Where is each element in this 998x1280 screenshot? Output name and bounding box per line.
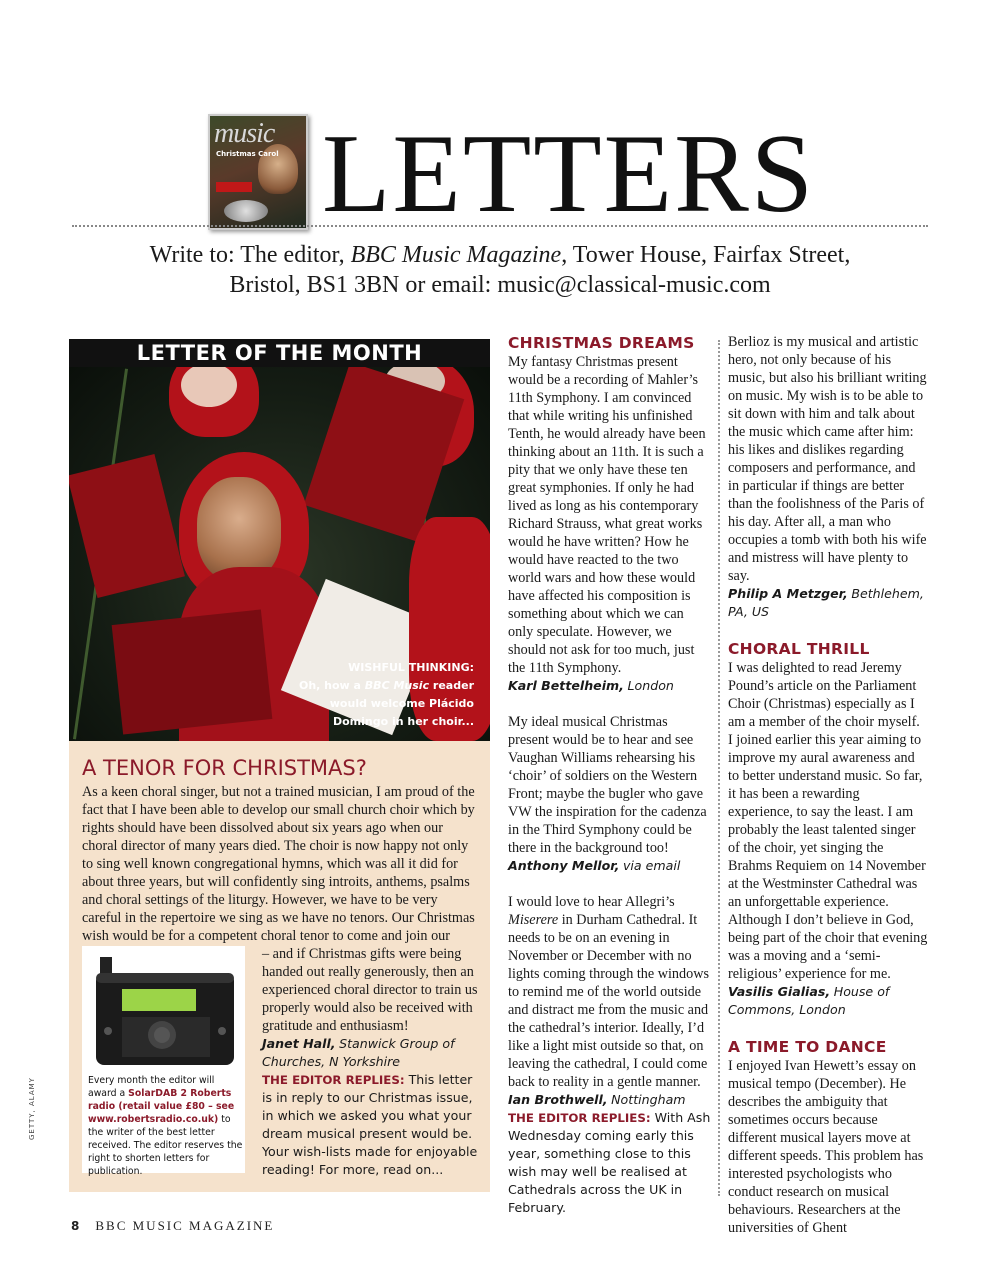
column-divider bbox=[718, 340, 720, 1196]
photo-caption bbox=[294, 659, 474, 731]
center-singer-face bbox=[197, 477, 281, 581]
editor-reply: With Ash Wednesday coming early this year, something close to this wish may well be realised at Cathedrals across the UK in February. bbox=[508, 1110, 711, 1215]
author-name: Ian Brothwell, bbox=[508, 1092, 608, 1107]
magazine-cover-thumbnail bbox=[208, 114, 308, 230]
prize-text-end: to the writer of the best letter received. The editor reserves the right to shorten letters for publication. bbox=[88, 1114, 243, 1177]
letter-text-start: I would love to hear Allegri’s bbox=[508, 894, 675, 910]
column-christmas-dreams bbox=[508, 333, 712, 1217]
letter-text: Berlioz is my musical and artistic hero, not only because of his music, but also his brilliant writing on music. My wish is to be able to sit down with him and talk about the music which came after him: his likes and dislikes regarding composers and performance, and in particular if things are better than the foolishness of the Paris of his day. After all, a man who occupies a tomb with both his wife and mistress will have plenty to say. bbox=[728, 334, 927, 584]
header-divider bbox=[72, 225, 928, 227]
section-heading: CHORAL THRILL bbox=[728, 640, 870, 658]
letter-text bbox=[508, 893, 712, 1091]
column-right bbox=[728, 333, 928, 1237]
caption-heading: WISHFUL THINKING: bbox=[348, 661, 474, 674]
letter-text: My fantasy Christmas present would be a recording of Mahler’s 11th Symphony. I am convinced that while writing his unfinished Tenth, he would already have been thinking about an 11th. It is such a pity that we only have these ten great symphonies. If only he had lived as long as his contemporary Richard Strauss, what great works would he have written? How he would have reacted to the two world wars and how these would have affected his composition is something about which we can only speculate. However, we should not ask for too much, just the 11th Symphony. bbox=[508, 354, 706, 676]
letter-body-end: – and if Christmas gifts were being handed out really generously, then an experienced choral director to train us properly would also be received with gratitude and enthusiasm! bbox=[262, 946, 478, 1034]
prize-text: Every month the editor will award a bbox=[88, 1075, 215, 1099]
letter-body-continued bbox=[262, 945, 484, 1179]
author-location: House of Commons, London bbox=[728, 984, 890, 1017]
letter-text: I enjoyed Ivan Hewett’s essay on musical tempo (December). He describes the ambiguity that sometimes occurs because different musical layers move at different speeds. This problem has interested psychologists who conduct research on musical behaviours. Researchers at the universities of Ghent bbox=[728, 1058, 924, 1236]
author-name: Janet Hall, bbox=[262, 1036, 336, 1051]
write-to-city-email: Bristol, BS1 3BN or email: music@classical-music.com bbox=[229, 272, 771, 298]
letter-text-end: in Durham Cathedral. It needs to be on an evening in November or December with no lights coming through the windows to remind me of the world outside and distract me from the music and the cathedral’s interior. Ideally, I’d like a light mist outside so that, on leaving the cathedral, I could come back to reality in a gentle manner. bbox=[508, 912, 709, 1090]
editor-replies-label: THE EDITOR REPLIES: bbox=[508, 1111, 651, 1125]
work-title: Miserere bbox=[508, 912, 559, 928]
cover-disc bbox=[224, 200, 268, 222]
prize-caption bbox=[88, 1074, 244, 1178]
song-book bbox=[112, 609, 273, 734]
author-name: Anthony Mellor, bbox=[508, 858, 620, 873]
author-location: Bethlehem, PA, US bbox=[728, 586, 924, 619]
author-location: Nottingham bbox=[611, 1092, 686, 1107]
editor-replies-label: THE EDITOR REPLIES: bbox=[262, 1073, 405, 1087]
author-name: Philip A Metzger, bbox=[728, 586, 848, 601]
letter-body: As a keen choral singer, but not a trained musician, I am proud of the fact that I have been able to develop our small church choir which by rights should have been dissolved about six years ago when our choral director of many years died. The choir is now happy not only to sing well known congregational hymns, which was all it did for about three years, but will confidently sing introits, anthems, psalms and choral settings of the liturgy. However, we have to be very careful in the repertoire we sing as we have no tenors. Our Christmas wish would be for a competent choral tenor to come and join our bbox=[82, 784, 475, 944]
write-to-address bbox=[60, 240, 940, 300]
author-location: London bbox=[627, 678, 674, 693]
cover-red-band bbox=[216, 182, 252, 192]
author-name: Vasilis Gialias, bbox=[728, 984, 831, 999]
cover-logo: music bbox=[214, 118, 275, 149]
page-number: 8 bbox=[71, 1219, 80, 1233]
caption-text: Oh, how a bbox=[298, 679, 365, 692]
author-name: Karl Bettelheim, bbox=[508, 678, 624, 693]
dab-radio-image bbox=[92, 951, 239, 1069]
editor-reply: This letter is in reply to our Christmas issue, in which we asked you what your dream musical present would be. Your wish-lists made for enjoyable reading! For more, read on... bbox=[262, 1072, 478, 1177]
letter-text: My ideal musical Christmas present would be to hear and see Vaughan Williams rehearsing his ‘choir’ of soldiers on the Western Front; maybe the bugler who gave VW the inspiration for the cadenza in the Third Symphony could be there in the background too! bbox=[508, 714, 707, 856]
page-footer bbox=[71, 1218, 274, 1234]
choir-photo bbox=[69, 367, 490, 741]
magazine-name: BBC Music Magazine bbox=[350, 242, 562, 268]
photo-credit: GETTY, ALAMY bbox=[28, 1077, 36, 1140]
page-title: LETTERS bbox=[322, 112, 816, 236]
write-to-prefix: Write to: The editor, bbox=[149, 242, 351, 268]
letter-text: I was delighted to read Jeremy Pound’s article on the Parliament Choir (Christmas) especially as I am a member of the choir myself. I joined earlier this year aiming to improve my aural awareness and to better understand music. So far, it has been a rewarding experience, to say the least. I am probably the least talented singer of the choir, yet singing the Brahms Requiem on 14 November at the Westminster Cathedral was an unforgettable experience. Although I don’t believe in God, being part of the choir that evening was a moving and a ‘semi-religious’ experience for me. bbox=[728, 660, 928, 982]
magazine-footer-name: BBC MUSIC MAGAZINE bbox=[95, 1218, 275, 1233]
section-heading: A TIME TO DANCE bbox=[728, 1038, 887, 1056]
cover-headline: Christmas Carol bbox=[216, 150, 279, 158]
song-sheet bbox=[69, 454, 185, 598]
caption-italic: BBC Music bbox=[364, 679, 430, 692]
author-location: via email bbox=[622, 858, 681, 873]
song-sheet bbox=[304, 367, 464, 542]
letter-of-month-label: LETTER OF THE MONTH bbox=[136, 341, 423, 365]
write-to-street: , Tower House, Fairfax Street, bbox=[561, 242, 851, 268]
prize-link[interactable]: SolarDAB 2 Roberts radio (retail value £80 – see www.robertsradio.co.uk) bbox=[88, 1088, 235, 1125]
author-location: Stanwick Group of Churches, N Yorkshire bbox=[262, 1036, 455, 1069]
section-heading: CHRISTMAS DREAMS bbox=[508, 334, 695, 352]
letter-headline: A TENOR FOR CHRISTMAS? bbox=[82, 756, 367, 780]
caption-text-end: reader would welcome Plácido Domingo in her choir... bbox=[329, 679, 474, 728]
